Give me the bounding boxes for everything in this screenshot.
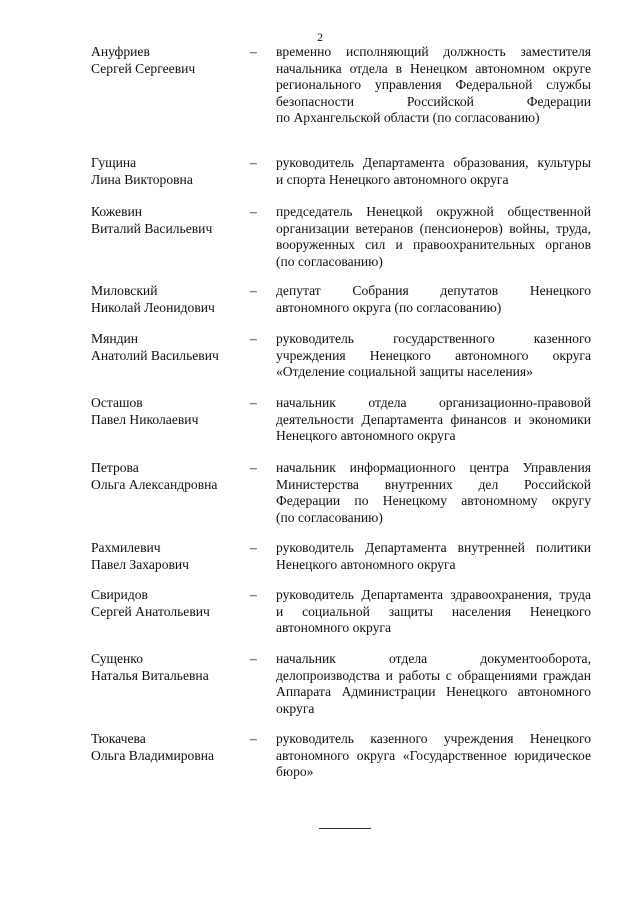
position-line: (по согласованию) xyxy=(276,509,383,525)
member-position xyxy=(276,283,591,316)
dash-separator: – xyxy=(250,155,257,170)
member-name xyxy=(91,44,251,77)
member-name xyxy=(91,395,251,428)
dash-separator: – xyxy=(250,540,257,555)
page-number: 2 xyxy=(317,32,323,44)
member-surname: Осташов xyxy=(91,395,143,410)
position-line: делопроизводства и работы с обращениями граждан xyxy=(276,667,591,683)
member-given-names: Лина Викторовна xyxy=(91,171,193,187)
member-position xyxy=(276,204,591,270)
member-position xyxy=(276,731,591,781)
position-line: бюро» xyxy=(276,764,314,780)
position-line: Ненецкого автономного округа xyxy=(276,428,456,444)
position-line: руководитель Департамента образования, культуры xyxy=(276,155,591,170)
member-surname: Петрова xyxy=(91,460,139,475)
end-rule xyxy=(319,828,371,829)
dash-separator: – xyxy=(250,331,257,346)
member-given-names: Ольга Владимировна xyxy=(91,747,215,763)
member-given-names: Николай Леонидович xyxy=(91,299,215,315)
member-given-names: Сергей Сергеевич xyxy=(91,60,196,76)
position-line: (по согласованию) xyxy=(276,253,383,269)
member-name xyxy=(91,331,251,364)
member-name xyxy=(91,540,251,573)
position-line: начальник отдела организационно-правовой xyxy=(276,395,591,410)
member-position xyxy=(276,587,591,637)
member-position xyxy=(276,331,591,381)
position-line: безопасности Российской Федерации xyxy=(276,93,591,109)
member-given-names: Виталий Васильевич xyxy=(91,220,213,236)
member-position xyxy=(276,460,591,526)
position-line: временно исполняющий должность заместителя xyxy=(276,44,591,59)
member-given-names: Наталья Витальевна xyxy=(91,667,209,683)
position-line: регионального управления Федеральной службы xyxy=(276,77,591,93)
dash-separator: – xyxy=(250,651,257,666)
position-line: начальник информационного центра Управления xyxy=(276,460,591,475)
member-name xyxy=(91,460,251,493)
position-line: руководитель государственного казенного xyxy=(276,331,591,346)
member-surname: Сущенко xyxy=(91,651,144,666)
member-name xyxy=(91,731,251,764)
member-given-names: Анатолий Васильевич xyxy=(91,347,219,363)
member-surname: Рахмилевич xyxy=(91,540,161,555)
dash-separator: – xyxy=(250,283,257,298)
member-given-names: Павел Николаевич xyxy=(91,411,199,427)
position-line: организации ветеранов (пенсионеров) войны, труда, xyxy=(276,220,591,236)
position-line: руководитель казенного учреждения Ненецкого xyxy=(276,731,591,746)
position-line: Ненецкого автономного округа xyxy=(276,556,456,572)
member-surname: Мяндин xyxy=(91,331,139,346)
position-line: деятельности Департамента финансов и экономики xyxy=(276,411,591,427)
position-line: председатель Ненецкой окружной общественной xyxy=(276,204,591,219)
position-line: по Архангельской области (по согласованию) xyxy=(276,110,540,126)
member-name xyxy=(91,651,251,684)
member-position xyxy=(276,540,591,573)
member-position xyxy=(276,651,591,717)
position-line: округа xyxy=(276,700,315,716)
member-name xyxy=(91,283,251,316)
position-line: автономного округа xyxy=(276,620,392,636)
member-position xyxy=(276,395,591,445)
member-surname: Кожевин xyxy=(91,204,143,219)
dash-separator: – xyxy=(250,587,257,602)
member-given-names: Павел Захарович xyxy=(91,556,190,572)
member-surname: Миловский xyxy=(91,283,158,298)
dash-separator: – xyxy=(250,460,257,475)
member-name xyxy=(91,155,251,188)
dash-separator: – xyxy=(250,731,257,746)
position-line: Министерства внутренних дел Российской xyxy=(276,476,591,492)
position-line: и спорта Ненецкого автономного округа xyxy=(276,171,509,187)
member-given-names: Ольга Александровна xyxy=(91,476,218,492)
position-line: «Отделение социальной защиты населения» xyxy=(276,364,533,380)
position-line: руководитель Департамента здравоохранения, труда xyxy=(276,587,591,602)
member-name xyxy=(91,587,251,620)
position-line: Федерации по Ненецкому автономному округу xyxy=(276,493,591,509)
member-surname: Ануфриев xyxy=(91,44,150,59)
position-line: начальника отдела в Ненецком автономном округе xyxy=(276,60,591,76)
dash-separator: – xyxy=(250,204,257,219)
position-line: вооруженных сил и правоохранительных органов xyxy=(276,237,591,253)
member-surname: Свиридов xyxy=(91,587,148,602)
position-line: руководитель Департамента внутренней политики xyxy=(276,540,591,555)
position-line: учреждения Ненецкого автономного округа xyxy=(276,347,591,363)
member-surname: Тюкачева xyxy=(91,731,146,746)
member-given-names: Сергей Анатольевич xyxy=(91,603,210,619)
member-position xyxy=(276,155,591,188)
position-line: депутат Собрания депутатов Ненецкого xyxy=(276,283,591,298)
position-line: и социальной защиты населения Ненецкого xyxy=(276,603,591,619)
member-name xyxy=(91,204,251,237)
dash-separator: – xyxy=(250,44,257,59)
member-position xyxy=(276,44,591,127)
position-line: начальник отдела документооборота, xyxy=(276,651,591,666)
position-line: автономного округа «Государственное юридическое xyxy=(276,747,591,763)
position-line: автономного округа (по согласованию) xyxy=(276,299,502,315)
member-surname: Гущина xyxy=(91,155,137,170)
position-line: Аппарата Администрации Ненецкого автономного xyxy=(276,684,591,700)
dash-separator: – xyxy=(250,395,257,410)
